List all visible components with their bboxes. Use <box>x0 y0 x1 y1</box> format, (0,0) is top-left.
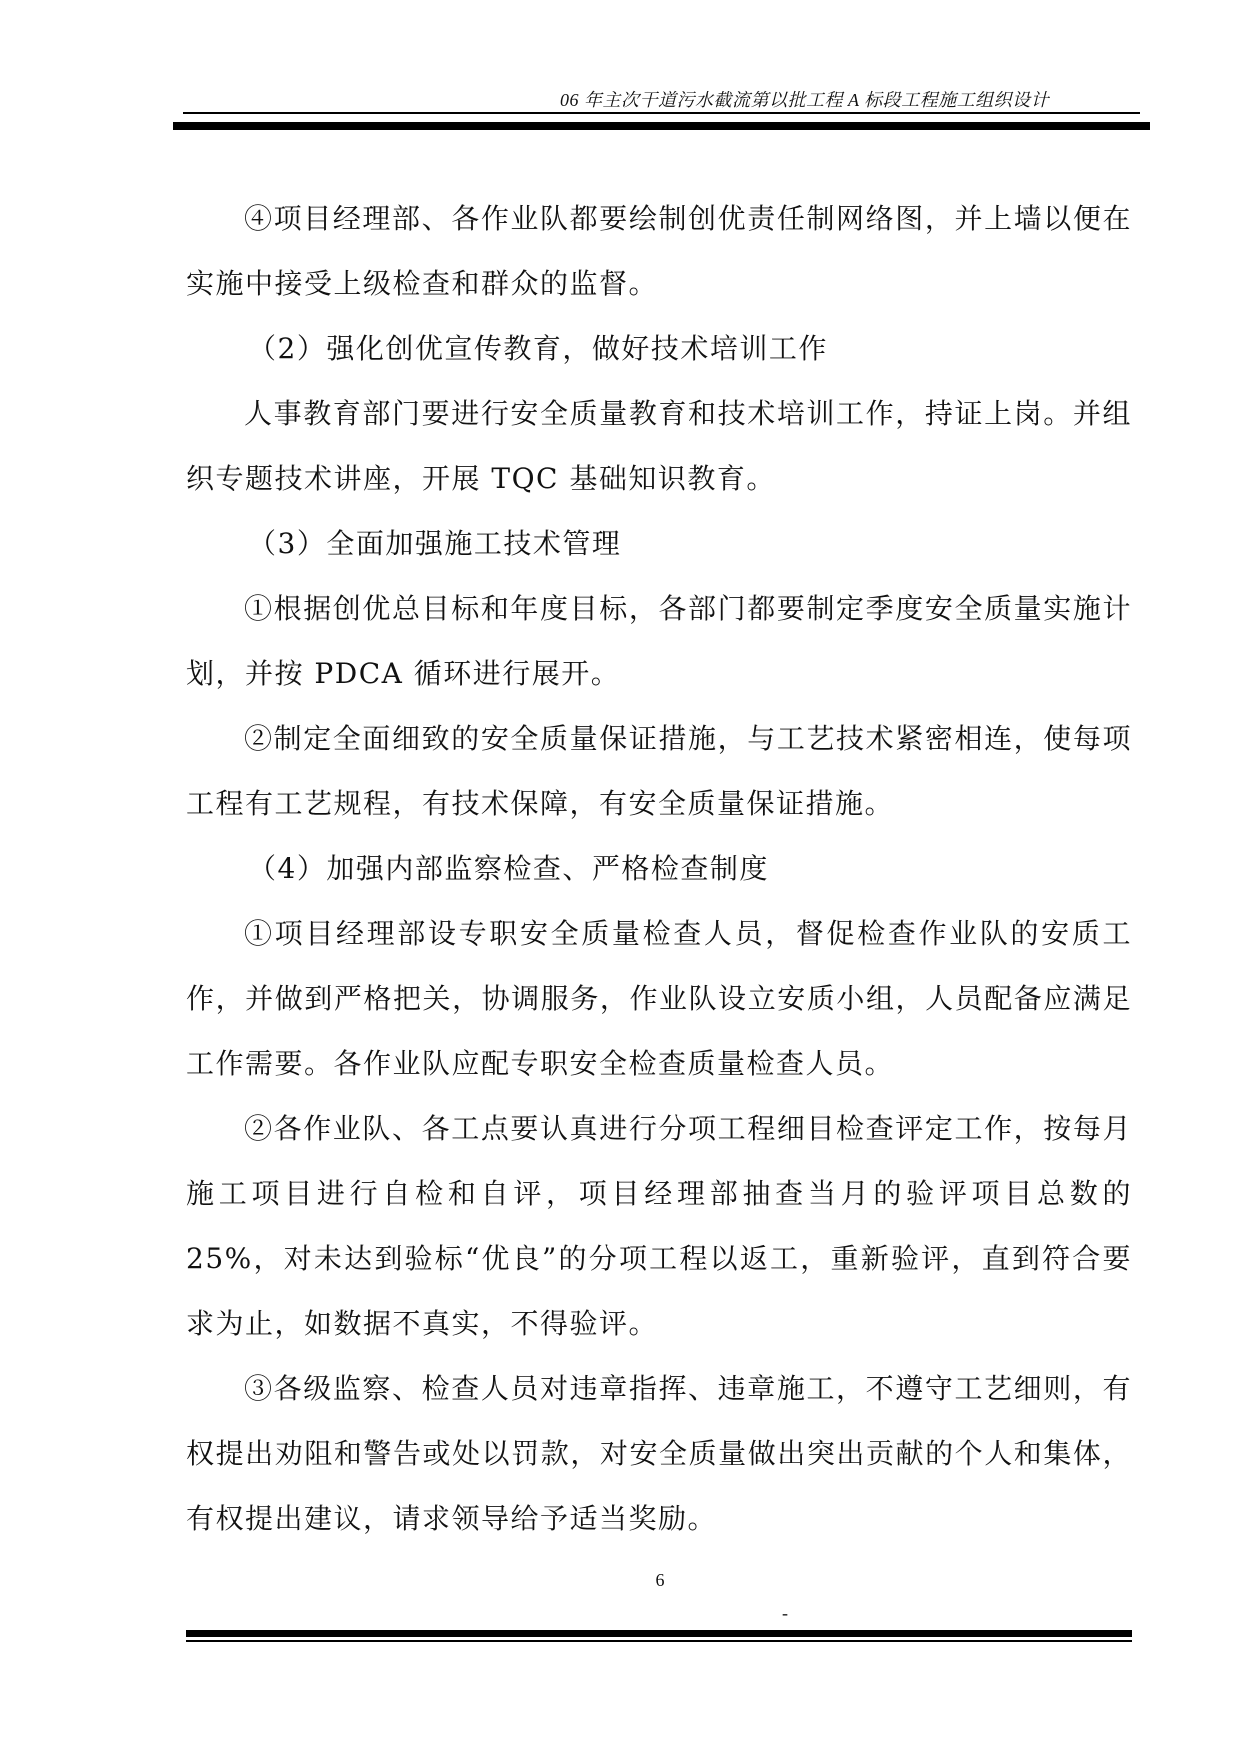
paragraph: ①项目经理部设专职安全质量检查人员，督促检查作业队的安质工作，并做到严格把关，协调服务，作业队设立安质小组，人员配备应满足工作需要。各作业队应配专职安全检查质量检查人员。 <box>186 917 1132 1080</box>
section-heading: （3）全面加强施工技术管理 <box>248 527 622 560</box>
document-body <box>186 186 1132 1551</box>
section-heading: （4）加强内部监察检查、严格检查制度 <box>248 852 769 885</box>
footer-rule-thin <box>186 1640 1132 1642</box>
header-rule-thick <box>173 122 1150 130</box>
header-rule-thin <box>183 112 1140 114</box>
paragraph: ④项目经理部、各作业队都要绘制创优责任制网络图，并上墙以便在实施中接受上级检查和群众的监督。 <box>186 202 1132 300</box>
paragraph: ②制定全面细致的安全质量保证措施，与工艺技术紧密相连，使每项工程有工艺规程，有技术保障，有安全质量保证措施。 <box>186 722 1132 820</box>
paragraph: 人事教育部门要进行安全质量教育和技术培训工作，持证上岗。并组织专题技术讲座，开展 TQC 基础知识教育。 <box>186 397 1132 495</box>
footer-dash: - <box>782 1603 788 1623</box>
paragraph: ②各作业队、各工点要认真进行分项工程细目检查评定工作，按每月施工项目进行自检和自评，项目经理部抽查当月的验评项目总数的 25%，对未达到验标“优良”的分项工程以返工，重新验评，直到符合要求为止，如数据不真实，不得验评。 <box>186 1112 1132 1340</box>
paragraph: ①根据创优总目标和年度目标，各部门都要制定季度安全质量实施计划，并按 PDCA 循环进行展开。 <box>186 592 1132 690</box>
section-heading: （2）强化创优宣传教育，做好技术培训工作 <box>248 332 828 365</box>
page-number: 6 <box>655 1570 665 1590</box>
footer-rule-thick <box>186 1630 1132 1637</box>
paragraph: ③各级监察、检查人员对违章指挥、违章施工，不遵守工艺细则，有权提出劝阻和警告或处以罚款，对安全质量做出突出贡献的个人和集体，有权提出建议，请求领导给予适当奖励。 <box>186 1372 1132 1535</box>
page-header-title: 06 年主次干道污水截流第以批工程 A 标段工程施工组织设计 <box>560 90 1050 110</box>
